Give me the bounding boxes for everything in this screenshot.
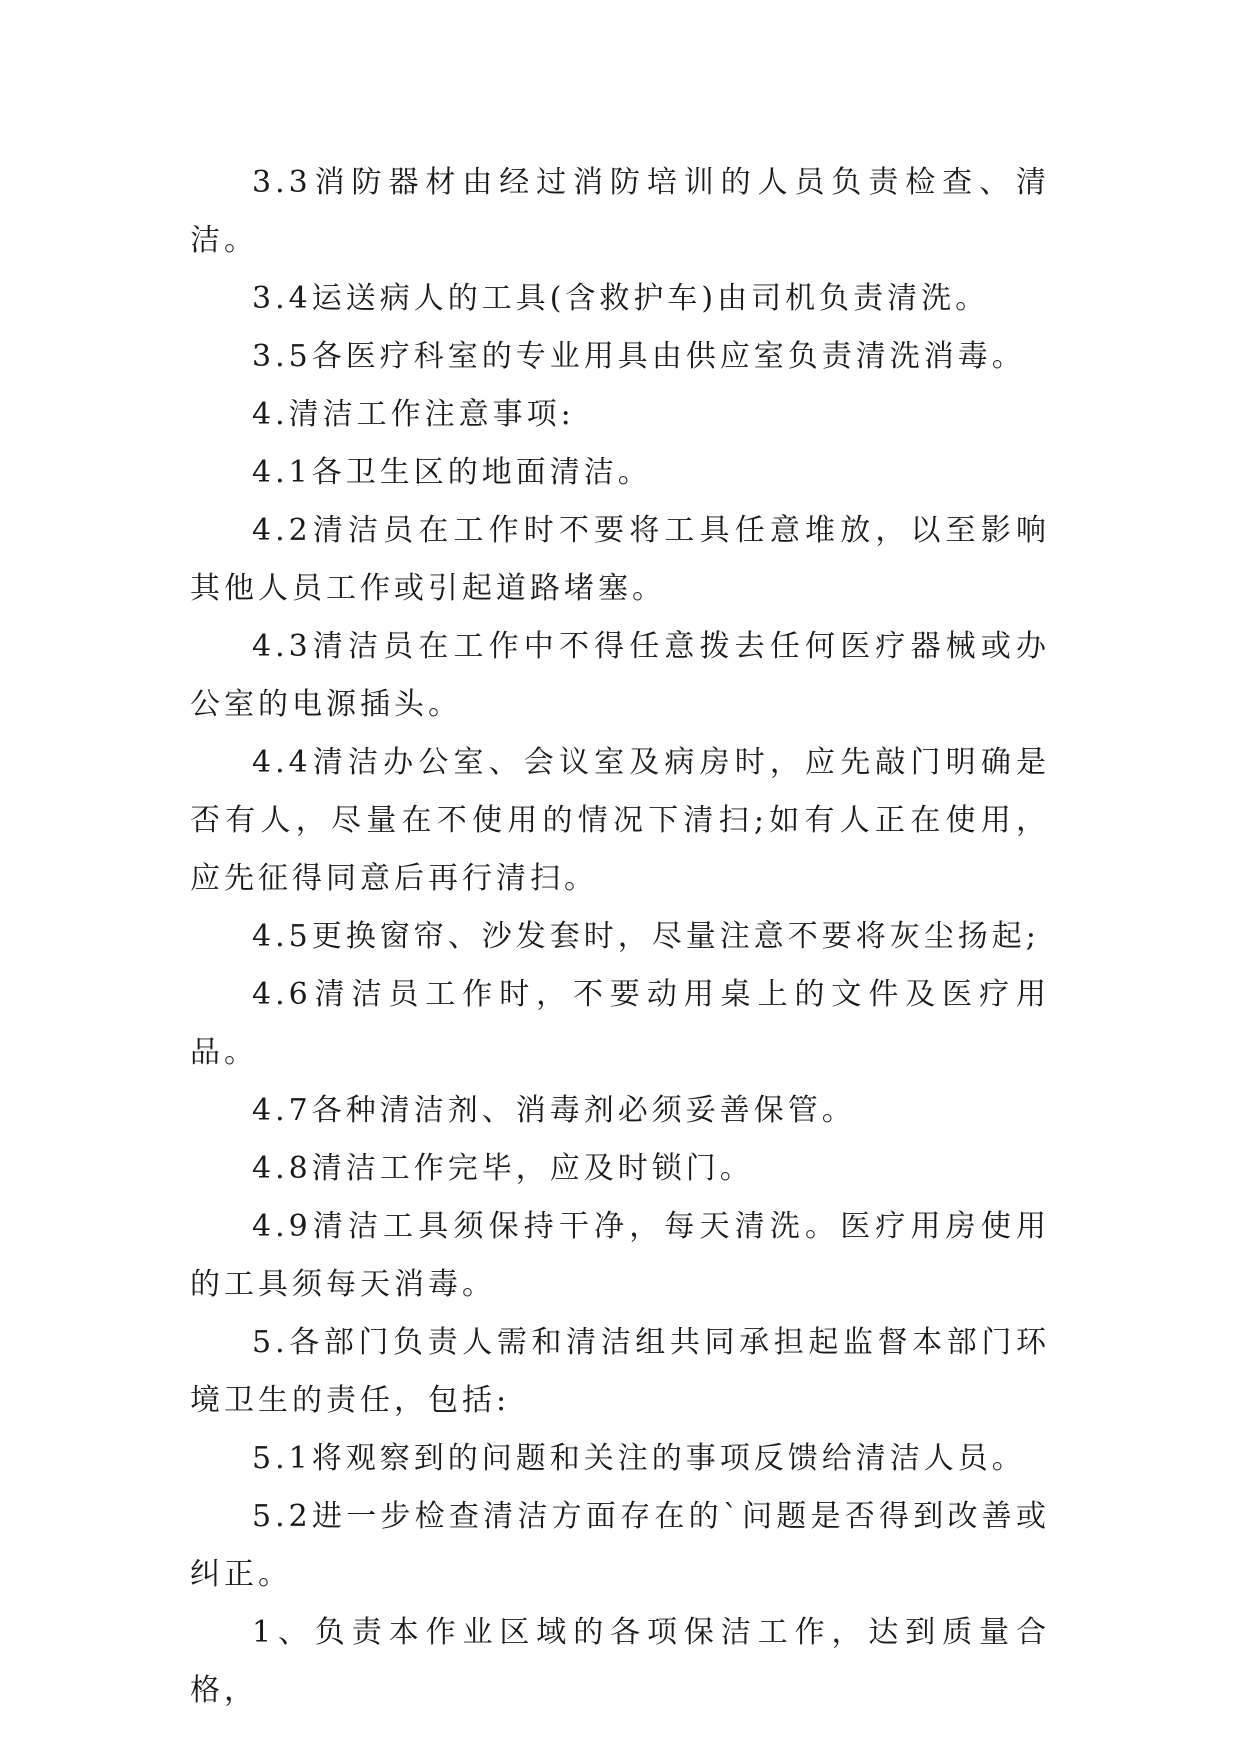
paragraph-3-5: 3.5各医疗科室的专业用具由供应室负责清洗消毒。 [252,339,1026,374]
paragraph-4-4: 4.4清洁办公室、会议室及病房时，应先敲门明确是否有人，尽量在不使用的情况下清扫;如有人正在使用，应先征得同意后再行清扫。 [190,745,1050,896]
paragraph-3-3: 3.3消防器材由经过消防培训的人员负责检查、清洁。 [190,165,1050,258]
paragraph-duty-1: 1、负责本作业区域的各项保洁工作，达到质量合格， [190,1615,1050,1708]
paragraph-4-8: 4.8清洁工作完毕，应及时锁门。 [252,1151,754,1186]
paragraph-4-2: 4.2清洁员在工作时不要将工具任意堆放，以至影响其他人员工作或引起道路堵塞。 [190,513,1050,606]
paragraph-4-6: 4.6清洁员工作时，不要动用桌上的文件及医疗用品。 [190,977,1050,1070]
document-body [190,154,1050,1720]
paragraph-5: 5.各部门负责人需和清洁组共同承担起监督本部门环境卫生的责任，包括: [190,1325,1050,1418]
paragraph-4-7: 4.7各种清洁剂、消毒剂必须妥善保管。 [252,1093,856,1128]
paragraph-4-9: 4.9清洁工具须保持干净，每天清洗。医疗用房使用的工具须每天消毒。 [190,1209,1050,1302]
paragraph-4-1: 4.1各卫生区的地面清洁。 [252,455,652,490]
paragraph-4-5: 4.5更换窗帘、沙发套时，尽量注意不要将灰尘扬起; [252,919,1040,954]
paragraph-5-1: 5.1将观察到的问题和关注的事项反馈给清洁人员。 [252,1441,1026,1476]
paragraph-3-4: 3.4运送病人的工具(含救护车)由司机负责清洗。 [252,281,990,316]
section-heading-4: 4.清洁工作注意事项: [252,397,575,432]
paragraph-4-3: 4.3清洁员在工作中不得任意拨去任何医疗器械或办公室的电源插头。 [190,629,1050,722]
paragraph-5-2: 5.2进一步检查清洁方面存在的`问题是否得到改善或纠正。 [190,1499,1050,1592]
